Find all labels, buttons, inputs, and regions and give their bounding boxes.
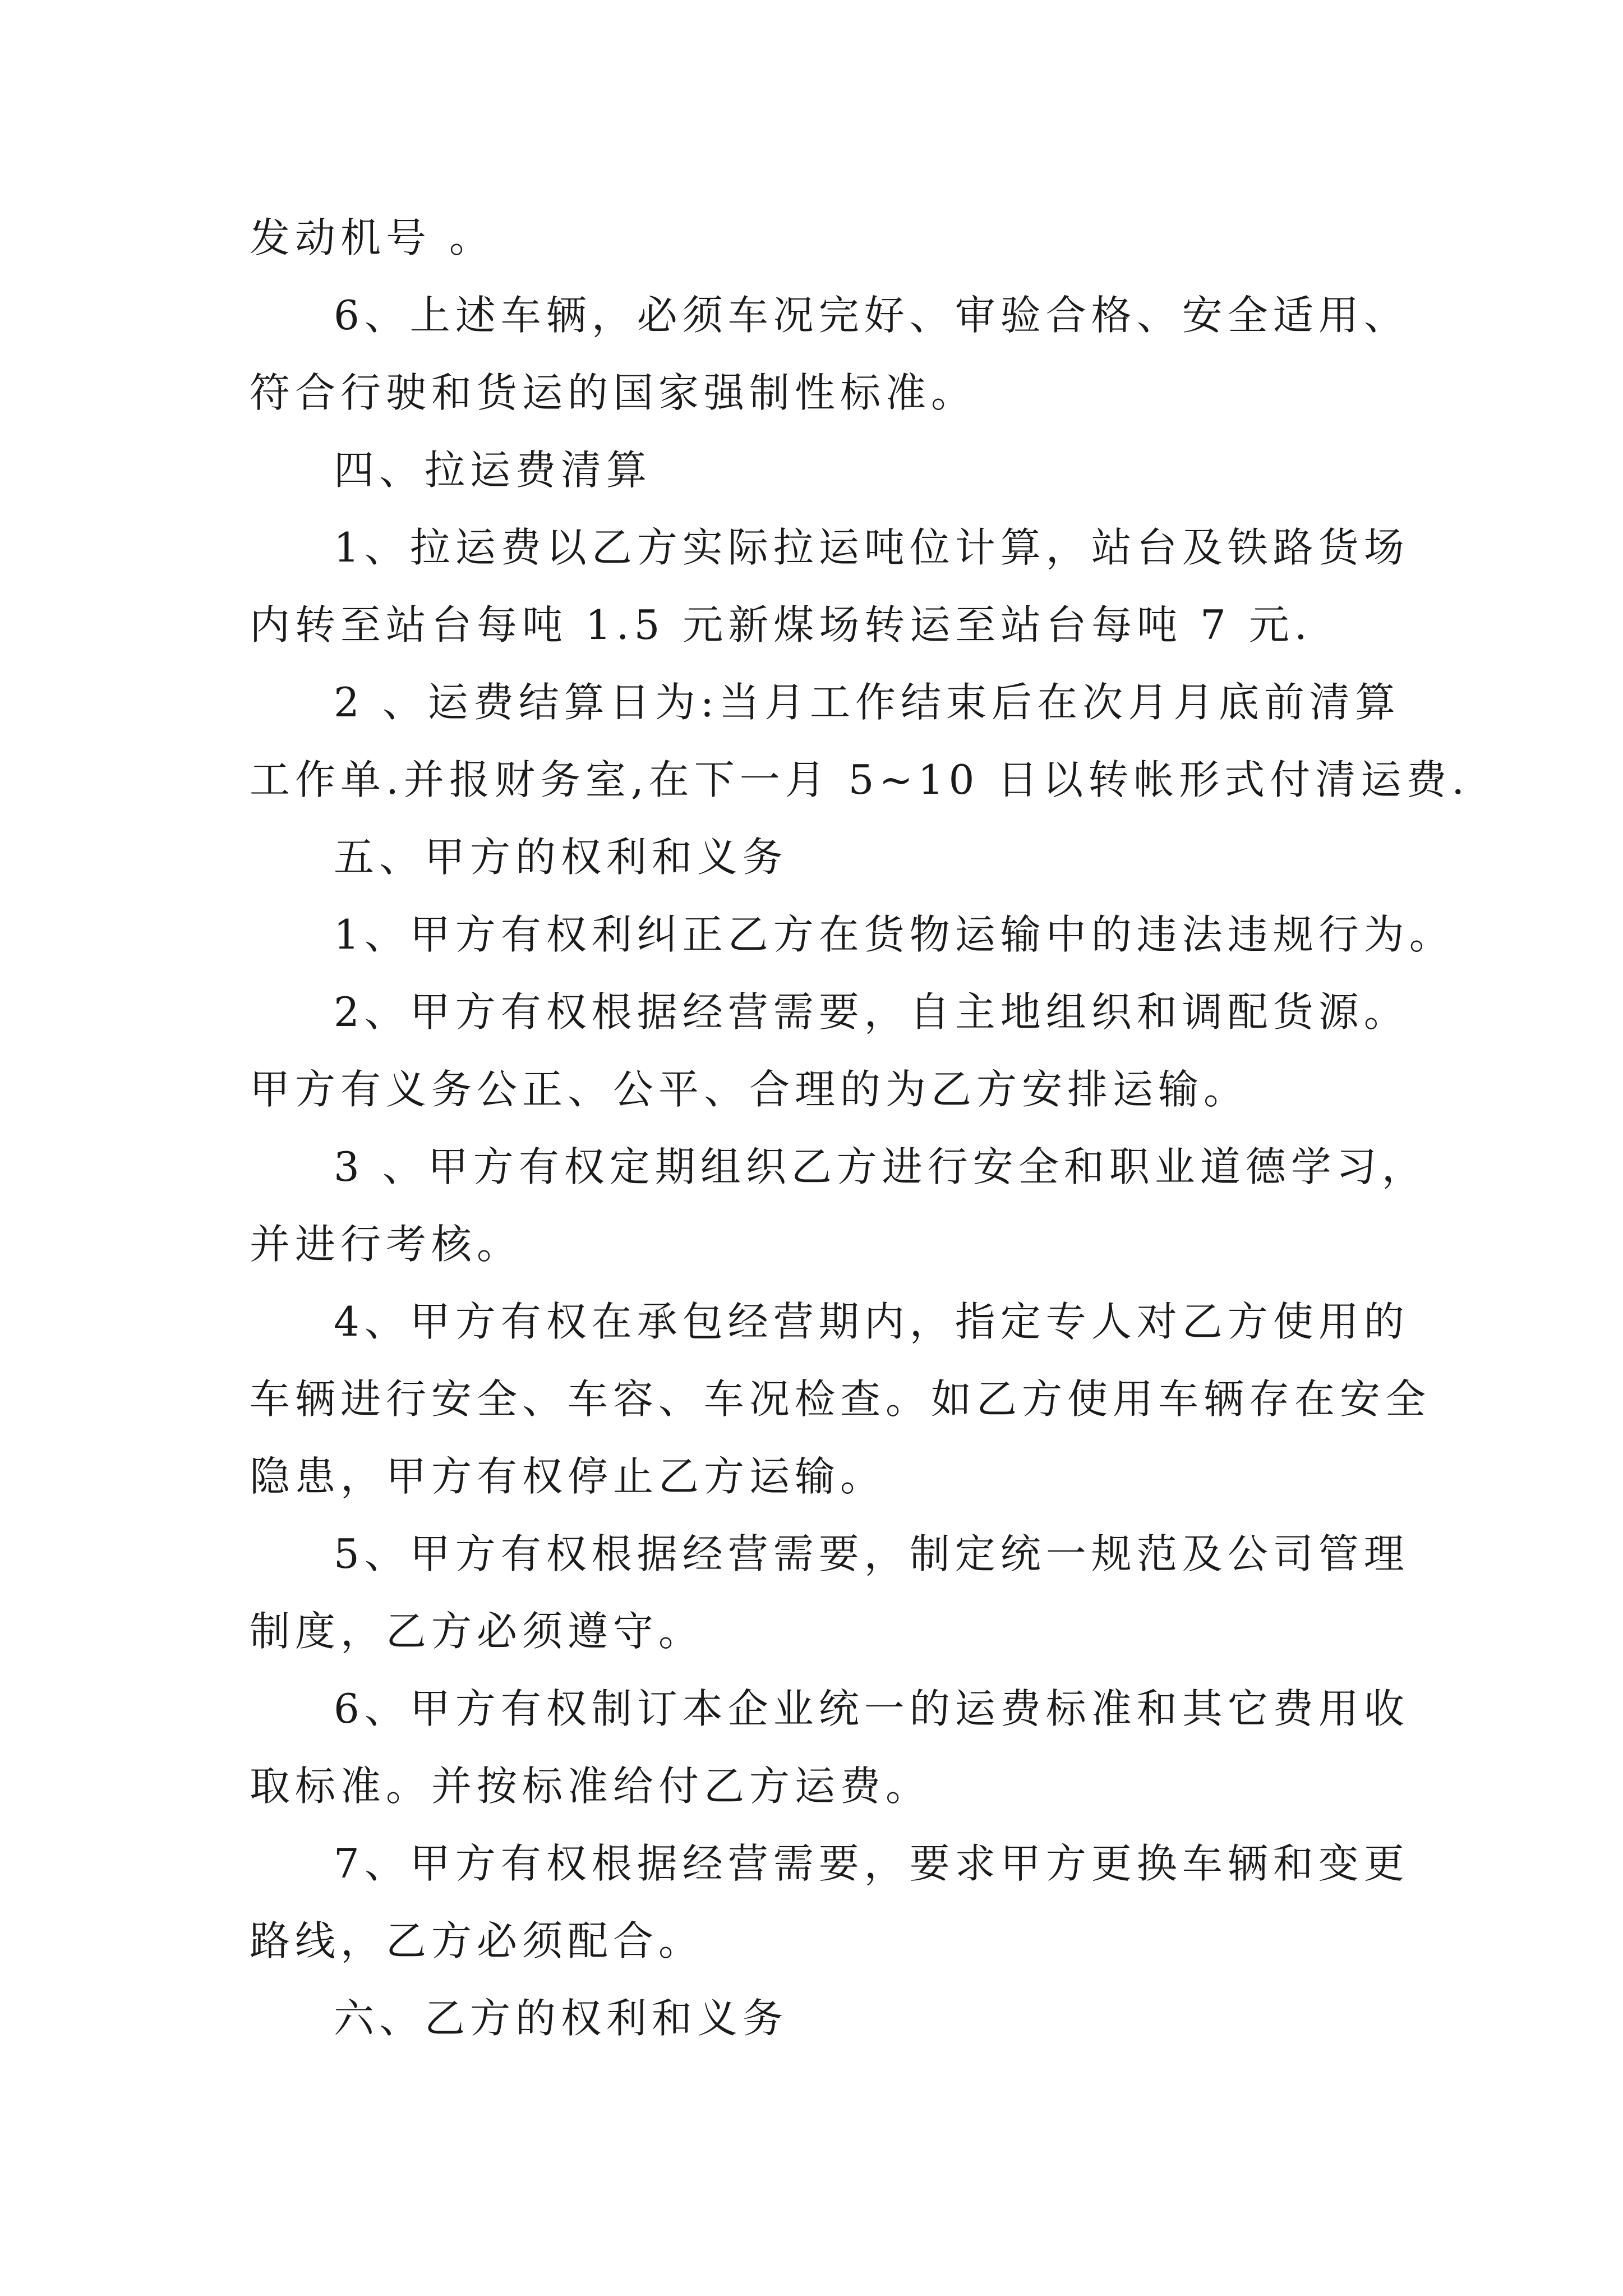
paragraph-line: 6、上述车辆，必须车况完好、审验合格、安全适用、 [334, 292, 1409, 339]
paragraph-line: 3 、甲方有权定期组织乙方进行安全和职业道德学习， [334, 1143, 1427, 1190]
paragraph-line: 1、甲方有权利纠正乙方在货物运输中的违法违规行为。 [334, 911, 1455, 958]
paragraph-line: 车辆进行安全、车容、车况检查。如乙方使用车辆存在安全 [250, 1375, 1431, 1423]
paragraph-line: 4、甲方有权在承包经营期内，指定专人对乙方使用的 [334, 1298, 1409, 1345]
paragraph-line: 7、甲方有权根据经营需要，要求甲方更换车辆和变更 [334, 1840, 1409, 1887]
paragraph-line: 工作单.并报财务室,在下一月 5~10 日以转帐形式付清运费. [250, 756, 1470, 803]
paragraph-line: 隐患，甲方有权停止乙方运输。 [250, 1453, 886, 1500]
document-body [250, 199, 1470, 2057]
paragraph-line: 2、甲方有权根据经营需要，自主地组织和调配货源。 [334, 988, 1409, 1036]
paragraph-line: 符合行驶和货运的国家强制性标准。 [250, 369, 977, 416]
paragraph-line: 5、甲方有权根据经营需要，制定统一规范及公司管理 [334, 1530, 1409, 1577]
paragraph-line: 6、甲方有权制订本企业统一的运费标准和其它费用收 [334, 1685, 1409, 1732]
paragraph-line: 并进行考核。 [250, 1221, 523, 1268]
paragraph-line: 1、拉运费以乙方实际拉运吨位计算，站台及铁路货场 [334, 524, 1409, 571]
paragraph-line: 内转至站台每吨 1.5 元新煤场转运至站台每吨 7 元. [250, 601, 1312, 648]
section-heading: 四、拉运费清算 [334, 447, 652, 494]
paragraph-line: 2 、运费结算日为:当月工作结束后在次月月底前清算 [334, 679, 1400, 726]
section-heading: 六、乙方的权利和义务 [334, 1995, 789, 2042]
paragraph-line: 制度，乙方必须遵守。 [250, 1608, 704, 1655]
section-heading: 五、甲方的权利和义务 [334, 834, 789, 881]
paragraph-line: 路线，乙方必须配合。 [250, 1917, 704, 1964]
paragraph-line: 发动机号 。 [250, 214, 495, 261]
paragraph-line: 甲方有义务公正、公平、合理的为乙方安排运输。 [250, 1066, 1249, 1113]
paragraph-line: 取标准。并按标准给付乙方运费。 [250, 1763, 932, 1810]
